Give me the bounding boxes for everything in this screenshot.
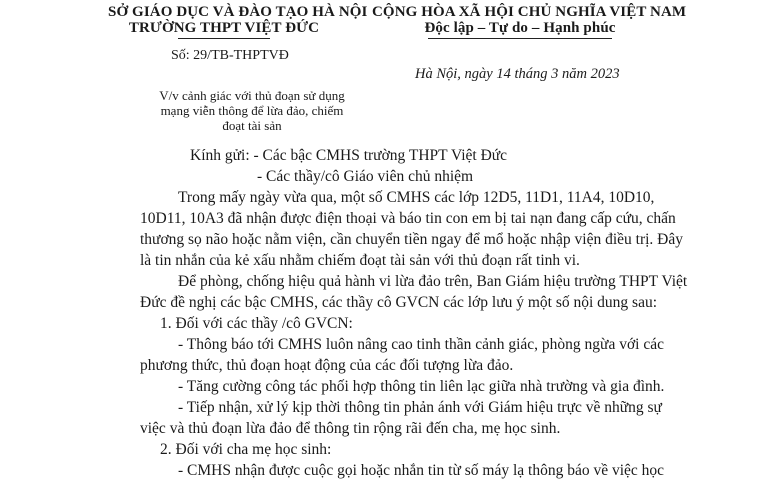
document-number: Số: 29/TB-THPTVĐ (171, 48, 289, 63)
body-line: Trong mấy ngày vừa qua, một số CMHS các lớp 12D5, 11D1, 11A4, 10D10, (178, 189, 655, 206)
recipients-line-2: - Các thầy/cô Giáo viên chủ nhiệm (257, 168, 474, 185)
body-line: phương thức, thủ đoạn hoạt động của các đối tượng lừa đảo. (140, 357, 514, 374)
country-motto: Độc lập – Tự do – Hạnh phúc (424, 20, 616, 36)
body-line: 10D11, 10A3 đã nhận được điện thoại và báo tin con em bị tai nạn đang cấp cứu, chấn (140, 210, 676, 227)
school-name-underline (178, 38, 270, 39)
body-line: - Tiếp nhận, xử lý kịp thời thông tin phản ánh với Giám hiệu trực về những sự (178, 399, 662, 416)
body-line: thương sọ não hoặc nằm viện, cần chuyển tiền ngay để mổ hoặc nhập viện điều trị. Đây (140, 231, 684, 248)
document-date: Hà Nội, ngày 14 tháng 3 năm 2023 (415, 66, 620, 82)
subject-line-3: đoạt tài sản (222, 118, 282, 133)
body-line: Để phòng, chống hiệu quả hành vi lừa đảo trên, Ban Giám hiệu trường THPT Việt (178, 273, 688, 290)
recipients-line-1: Kính gửi: - Các bậc CMHS trường THPT Việt Đức (190, 147, 508, 164)
section-heading-teachers: 1. Đối với các thầy /cô GVCN: (160, 315, 353, 332)
section-heading-parents: 2. Đối với cha mẹ học sinh: (160, 441, 332, 458)
country-name: CỘNG HÒA XÃ HỘI CHỦ NGHĨA VIỆT NAM (372, 4, 687, 20)
body-line: là tin nhắn của kẻ xấu nhằm chiếm đoạt tài sản với thủ đoạn rất tinh vi. (140, 252, 580, 269)
body-line: - Tăng cường công tác phối hợp thông tin liên lạc giữa nhà trường và gia đình. (178, 378, 665, 395)
body-line: việc và thủ đoạn lừa đảo để thông tin rộng rãi đến cha, mẹ học sinh. (140, 420, 561, 437)
subject-line-1: V/v cảnh giác với thủ đoạn sử dụng (159, 88, 345, 103)
body-line: - Thông báo tới CMHS luôn nâng cao tinh thần cảnh giác, phòng ngừa với các (178, 336, 664, 353)
department-name: SỞ GIÁO DỤC VÀ ĐÀO TẠO HÀ NỘI (108, 4, 368, 20)
body-line: - CMHS nhận được cuộc gọi hoặc nhắn tin từ số máy lạ thông báo về việc học (178, 462, 665, 479)
motto-underline (428, 38, 612, 39)
school-name: TRƯỜNG THPT VIỆT ĐỨC (128, 20, 320, 36)
subject-line-2: mạng viễn thông để lừa đảo, chiếm (160, 103, 344, 118)
body-line: Đức đề nghị các bậc CMHS, các thầy cô GVCN các lớp lưu ý một số nội dung sau: (140, 294, 658, 311)
